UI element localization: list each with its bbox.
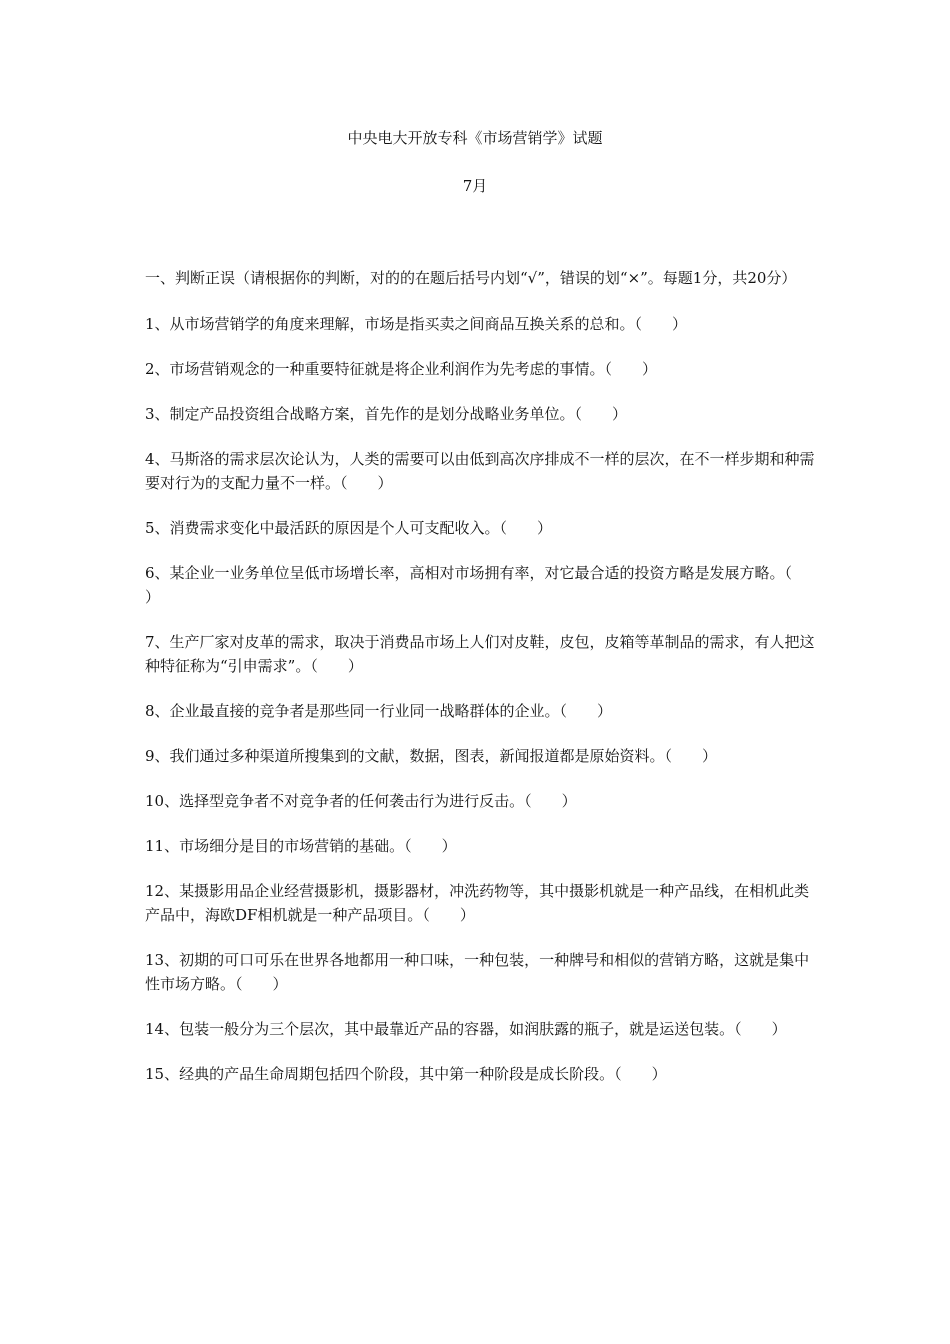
document-subtitle: 7月 [462,177,488,195]
question-9: 9、我们通过多种渠道所搜集到的文献，数据，图表，新闻报道都是原始资料。（ ） [145,747,718,765]
document-body [145,266,823,1107]
question-4: 4、马斯洛的需求层次论认为，人类的需要可以由低到高次序排成不一样的层次，在不一样步期和种需要对行为的支配力量不一样。（ ） [145,450,815,492]
section-heading: 一、判断正误（请根据你的判断，对的的在题后括号内划“√”，错误的划“×”。每题1分，共20分） [145,269,797,287]
document-title: 中央电大开放专科《市场营销学》试题 [347,129,603,147]
question-3: 3、制定产品投资组合战略方案，首先作的是划分战略业务单位。（ ） [145,405,628,423]
question-11: 11、市场细分是目的市场营销的基础。（ ） [145,837,457,855]
question-8: 8、企业最直接的竞争者是那些同一行业同一战略群体的企业。（ ） [145,702,613,720]
question-13: 13、初期的可口可乐在世界各地都用一种口味，一种包装，一种牌号和相似的营销方略，这就是集中性市场方略。（ ） [145,951,810,993]
question-5: 5、消费需求变化中最活跃的原因是个人可支配收入。（ ） [145,519,553,537]
question-6: 6、某企业一业务单位呈低市场增长率，高相对市场拥有率，对它最合适的投资方略是发展方略。（ ） [145,564,823,606]
question-1: 1、从市场营销学的角度来理解，市场是指买卖之间商品互换关系的总和。（ ） [145,315,688,333]
question-12: 12、某摄影用品企业经营摄影机，摄影器材，冲洗药物等，其中摄影机就是一种产品线，在相机此类产品中，海欧DF相机就是一种产品项目。（ ） [145,882,810,924]
question-2: 2、市场营销观念的一种重要特征就是将企业利润作为先考虑的事情。（ ） [145,360,658,378]
question-14: 14、包装一般分为三个层次，其中最靠近产品的容器，如润肤露的瓶子，就是运送包装。（ ） [145,1020,787,1038]
question-10: 10、选择型竞争者不对竞争者的任何袭击行为进行反击。（ ） [145,792,577,810]
question-15: 15、经典的产品生命周期包括四个阶段，其中第一种阶段是成长阶段。（ ） [145,1065,667,1083]
question-7: 7、生产厂家对皮革的需求，取决于消费品市场上人们对皮鞋，皮包，皮箱等革制品的需求，有人把这种特征称为“引申需求”。（ ） [145,633,815,675]
